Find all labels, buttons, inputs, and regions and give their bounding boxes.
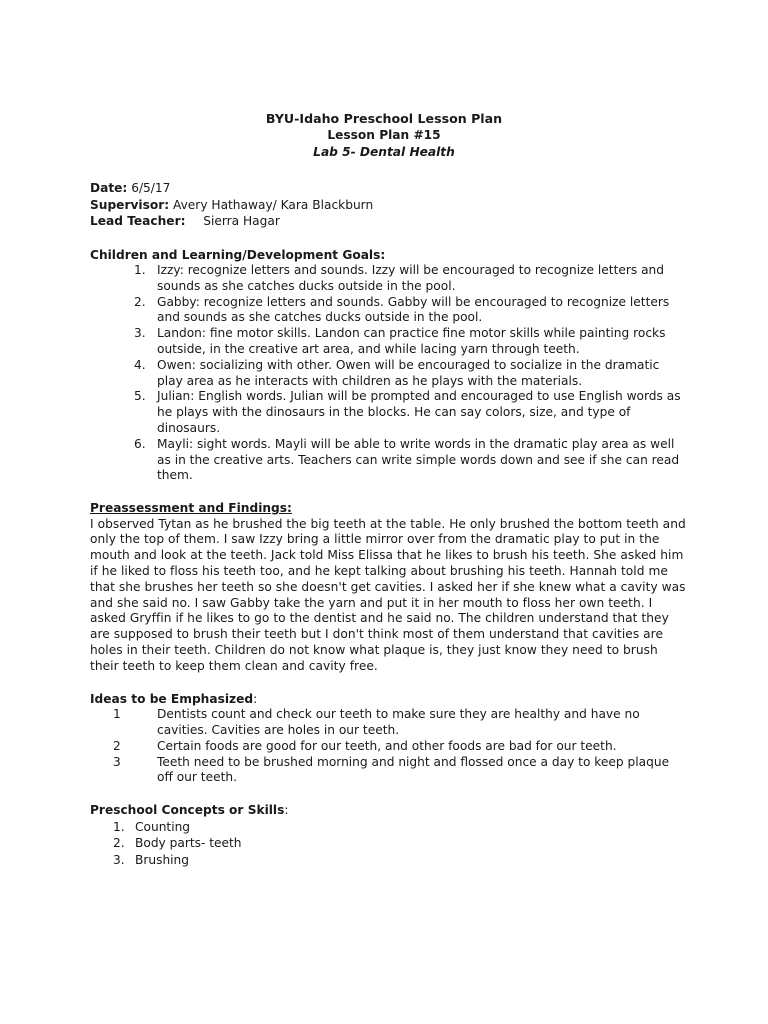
list-item-text: Brushing [135,852,190,867]
list-item [90,819,690,836]
list-item-text: Body parts- teeth [135,836,242,851]
preassessment-heading: Preassessment and Findings: [90,501,292,516]
date-row [90,180,690,197]
list-item [90,755,677,787]
list-item-number: 5. [134,389,146,404]
list-item-text: Julian: English words. Julian will be prompted and encouraged to use English words as he plays with the dinosaurs in the blocks. He can say colors, size, and type of dinosaurs. [157,389,681,435]
list-item-number: 3. [134,326,146,341]
ideas-list [90,707,690,786]
lead-teacher-value: Sierra Hagar [203,214,280,228]
goals-list [90,263,690,484]
list-item [90,326,687,358]
list-item-number: 6. [134,436,146,451]
skills-list [90,819,690,869]
lead-teacher-label: Lead Teacher: [90,214,186,228]
list-item-text: Izzy: recognize letters and sounds. Izzy will be encouraged to recognize letters and sounds as she catches ducks outside in the pool. [157,263,665,293]
lab-title: Lab 5- Dental Health [313,145,455,159]
list-item-number: 2. [134,294,146,309]
list-item-text: Mayli: sight words. Mayli will be able to write words in the dramatic play area as well as in the creative arts. Teachers can write simple words down and see if she can read them. [157,436,680,483]
list-item-number: 1 [113,707,121,722]
list-item [90,707,677,739]
supervisor-value: Avery Hathaway/ Kara Blackburn [172,197,374,212]
list-item [90,437,687,484]
preassessment-text: I observed Tytan as he brushed the big teeth at the table. He only brushed the bottom teeth and only the top of them. I saw Izzy bring a little mirror over from the dramatic play to put in the mouth and look at the teeth. Jack told Miss Elissa that he likes to brush his teeth. She asked him if he liked to floss his teeth too, and he kept talking about brushing his teeth. Hannah told me that she brushes her teeth so she doesn't get cavities. I asked her if she knew what a cavity was and she said no. I saw Gabby take the yarn and put it in her mouth to floss her own teeth. I asked Gryffin if he likes to go to the dentist and he said no. The children understand that they are supposed to brush their teeth but I don't think most of them understand that cavities are holes in their teeth. Children do not know what plaque is, they just know they need to brush their teeth to keep them clean and cavity free. [90,516,686,673]
list-item-number: 2 [113,738,121,753]
list-item [90,389,687,436]
list-item-number: 2. [113,836,125,851]
list-item-text: Certain foods are good for our teeth, and other foods are bad for our teeth. [157,738,617,753]
list-item [90,295,687,327]
list-item-number: 3 [113,754,121,769]
list-item [90,263,687,295]
list-item-text: Counting [135,819,191,834]
skills-heading-row [90,802,690,819]
lesson-plan-number: Lesson Plan #15 [327,128,441,142]
list-item-text: Teeth need to be brushed morning and night and flossed once a day to keep plaque off our teeth. [157,754,670,785]
skills-heading-colon: : [284,803,289,818]
list-item-text: Landon: fine motor skills. Landon can practice fine motor skills while painting rocks outside, in the creative art area, and while lacing yarn through teeth. [157,326,666,356]
list-item-number: 1. [113,819,125,834]
document-page [90,110,690,868]
supervisor-label: Supervisor: [90,197,170,212]
list-item-text: Dentists count and check our teeth to make sure they are healthy and have no cavities. Cavities are holes in our teeth. [157,707,640,737]
list-item-number: 3. [113,852,125,867]
date-value: 6/5/17 [131,181,171,195]
list-item [90,358,687,390]
ideas-heading-colon: : [253,691,258,706]
meta-block [90,180,690,230]
title-block [90,110,678,161]
lead-teacher-row [90,213,690,230]
list-item-text: Owen: socializing with other. Owen will be encouraged to socialize in the dramatic play area as he interacts with children as he plays with the materials. [157,357,660,388]
list-item-text: Gabby: recognize letters and sounds. Gabby will be encouraged to recognize letters and sounds as she catches ducks outside in the pool. [157,294,670,325]
skills-heading: Preschool Concepts or Skills [90,803,285,818]
list-item [90,852,690,869]
list-item-number: 1. [134,263,146,277]
ideas-heading-row [90,691,690,708]
supervisor-row [90,197,690,214]
list-item [90,835,690,852]
ideas-heading: Ideas to be Emphasized [90,691,254,706]
goals-heading: Children and Learning/Development Goals: [90,247,386,262]
date-label: Date: [90,181,128,195]
list-item-number: 4. [134,357,146,372]
list-item [90,739,677,755]
document-title: BYU-Idaho Preschool Lesson Plan [265,111,503,126]
